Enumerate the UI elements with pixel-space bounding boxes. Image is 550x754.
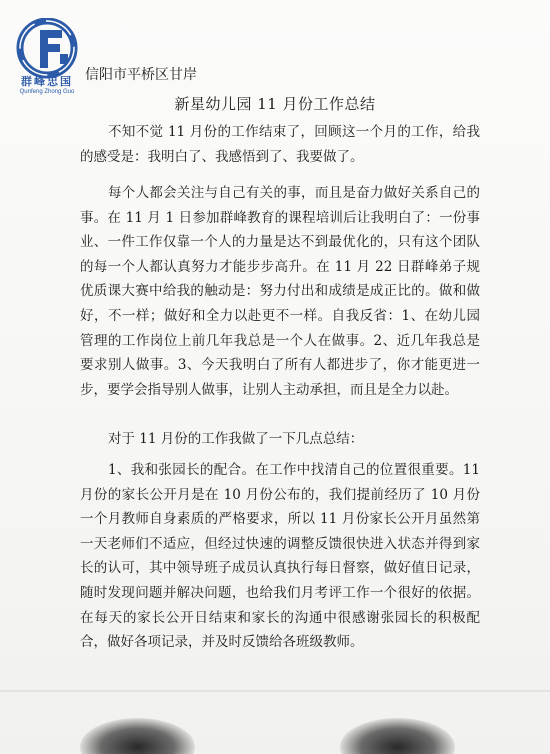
logo-brand-subtitle: Qunfeng Zhong Guo [19, 89, 75, 95]
paragraph-reflection: 每个人都会关注与自己有关的事，而且是奋力做好关系自己的事。在 11 月 1 日参加群峰教育的课程培训后让我明白了：一份事业、一件工作仅靠一个人的力量是达不到最优化的，只有这个团队的每一个人都认真努力才能步步高升。在 11 月 22 日群峰弟子规优质课大赛中给我的触动是：努力付出和成绩是成正比的。做和做好，不一样；做好和全力以赴更不一样。自我反省：1、在幼儿园管理的工作岗位上前几年我总是一个人在做事。2、近几年我总是要求别人做事。3、今天我明白了所有人都进步了，你才能更进一步，要学会指导别人做事，让别人主动承担，而且是全力以赴。 [80, 185, 480, 398]
paragraph-item-1: 1、我和张园长的配合。在工作中找清自己的位置很重要。11 月份的家长公开月是在 10 月份公布的，我们提前经历了 10 月份一个月教师自身素质的严格要求，所以 11 月份家长公开月虽然第一天老师们不适应，但经过快速的调整反馈很快进入状态并得到家长的认可，其中领导班子成员认真执行每日督察，做好值日记录，随时发现问题并解决问题，也给我们月考评工作一个很好的依据。在每天的家长公开日结束和家长的沟通中很感谢张园长的积极配合，做好各项记录，并及时反馈给各班级教师。 [80, 462, 480, 651]
paragraph-summary-lead: 对于 11 月份的工作我做了一下几点总结： [108, 431, 364, 447]
paper-fold-shadow [0, 690, 550, 692]
logo-brand-name: 群峰忠国 [21, 75, 73, 88]
paragraph-intro: 不知不觉 11 月份的工作结束了，回顾这一个月的工作，给我的感受是：我明白了、我感悟到了、我要做了。 [80, 124, 480, 165]
document-location: 信阳市平桥区甘岸 [85, 67, 197, 83]
document-title: 新星幼儿园 11 月份工作总结 [174, 95, 376, 113]
scan-binder-hole-left [80, 718, 195, 754]
scan-binder-hole-right [340, 718, 455, 754]
